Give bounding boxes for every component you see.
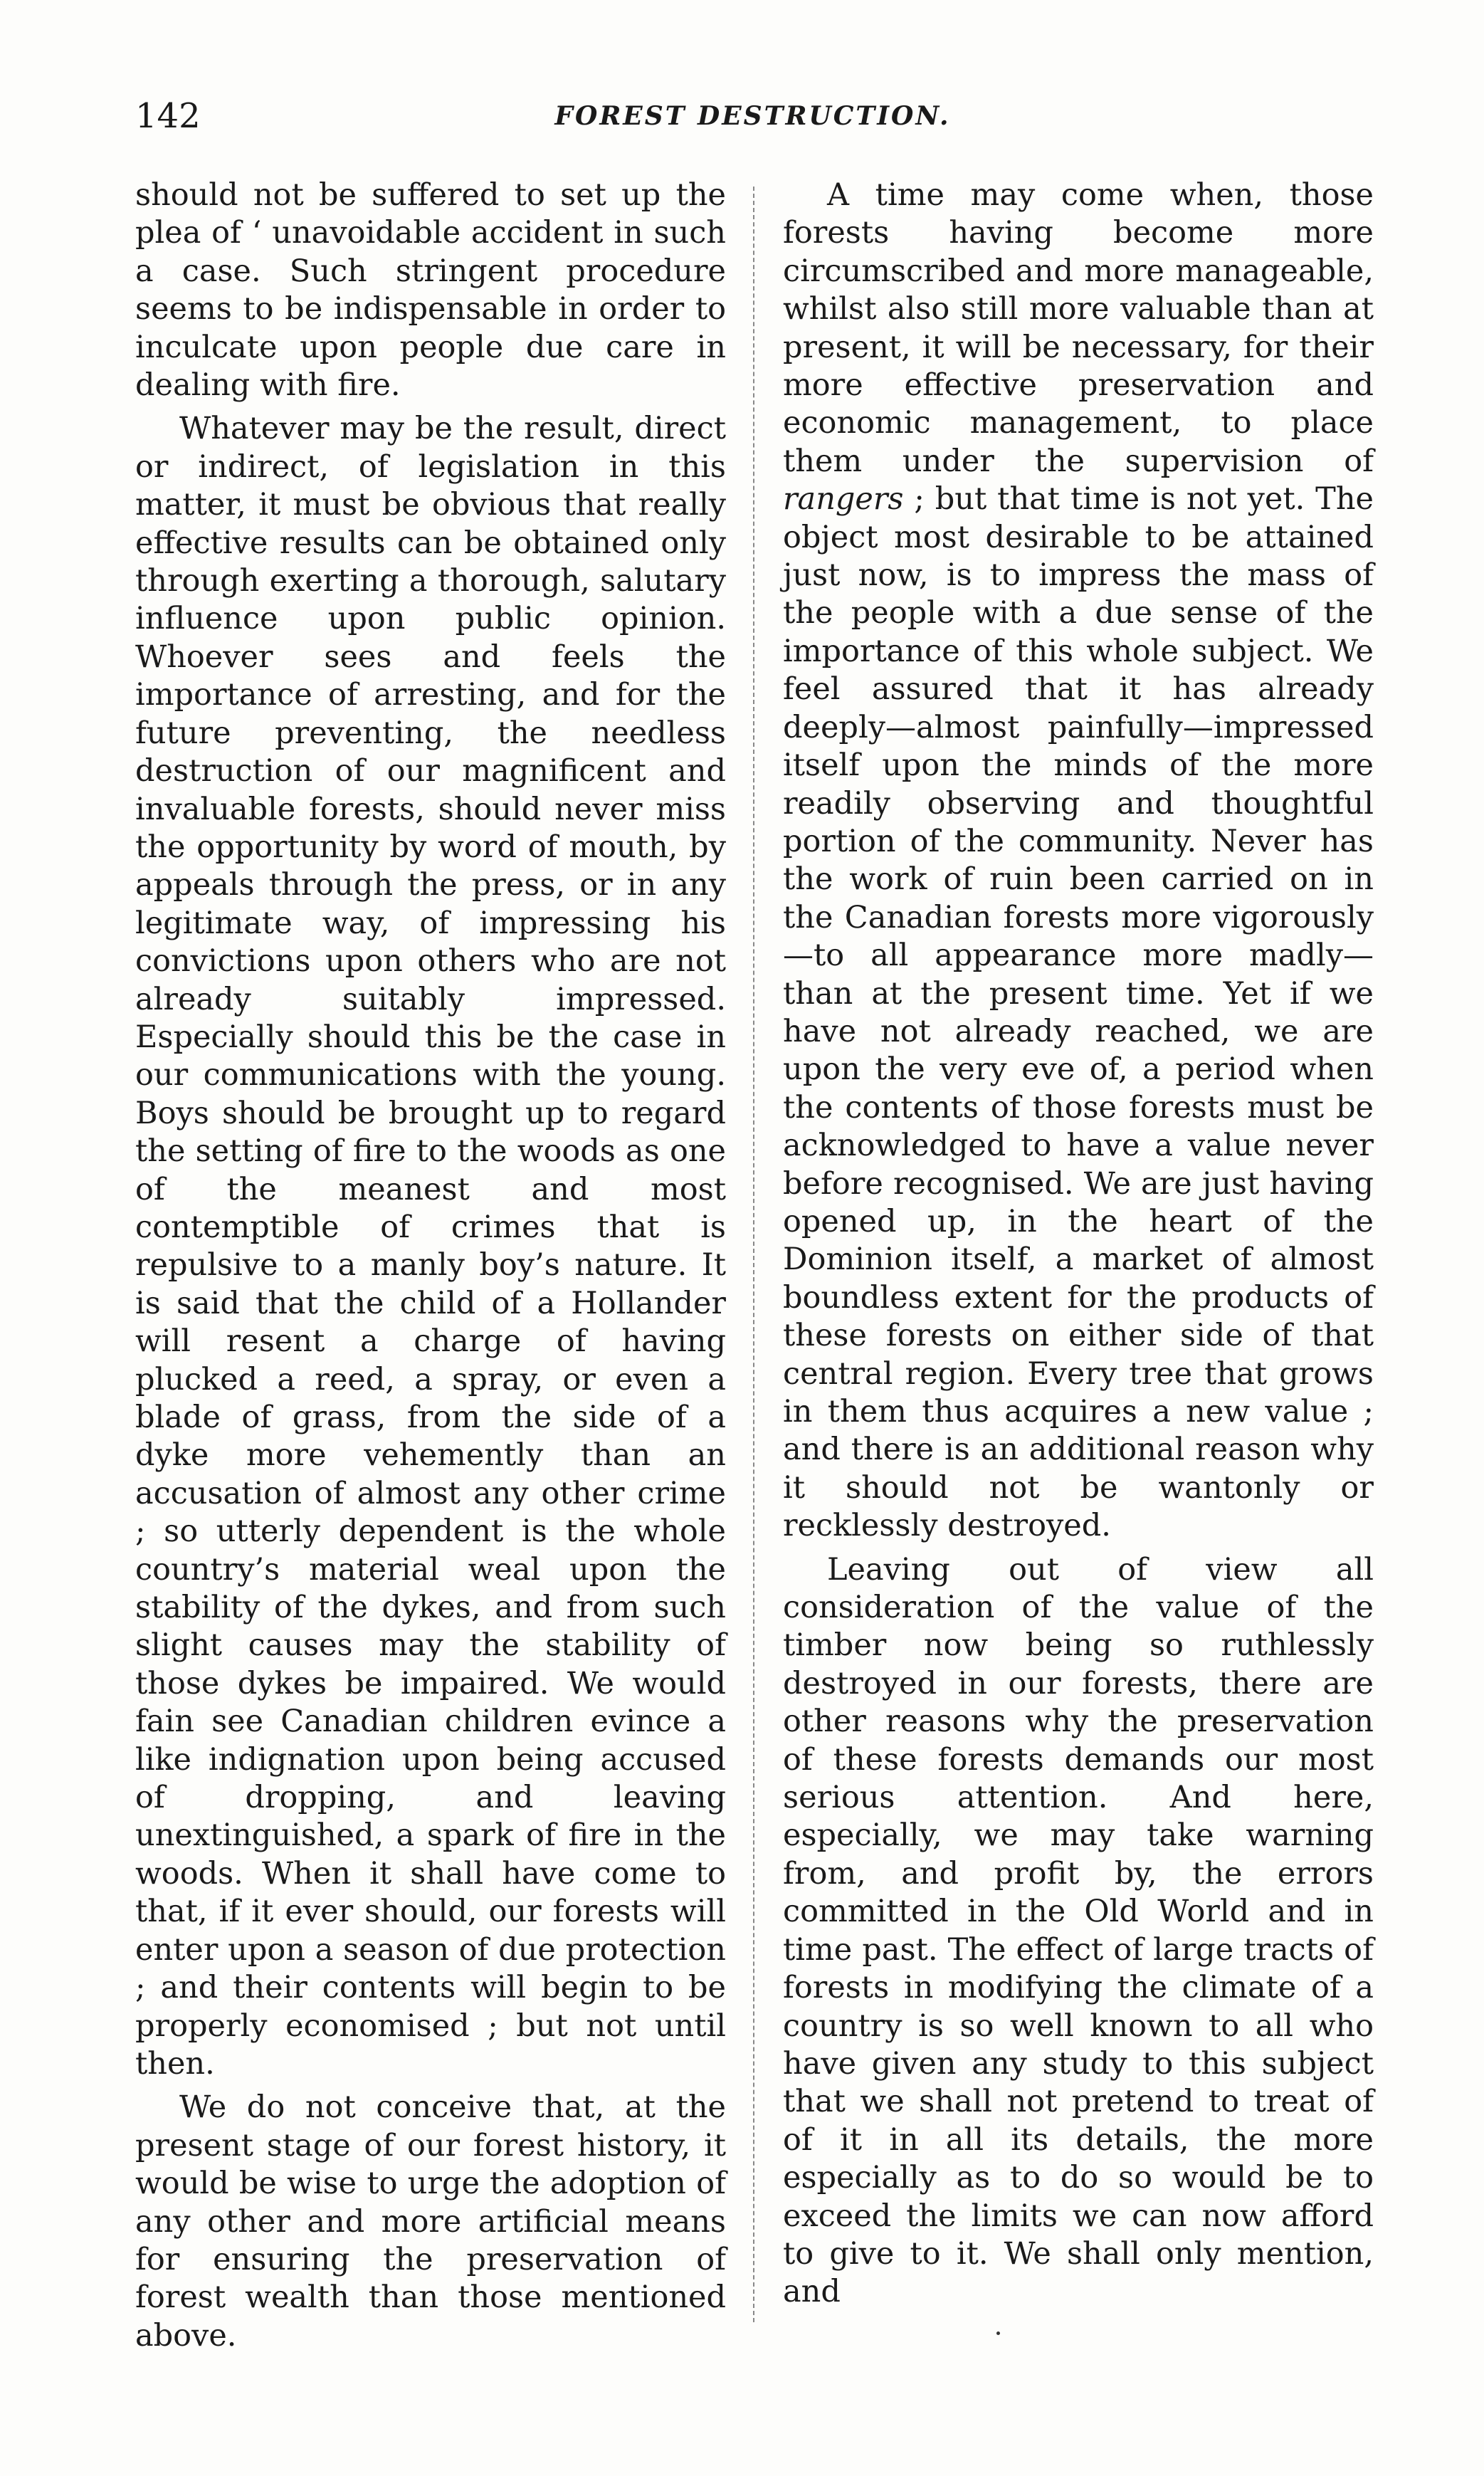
page-number: 142	[135, 96, 201, 136]
left-column	[135, 177, 726, 2354]
right-paragraph-1-start: A time may come when, those forests having become more circumscribed and more manageable, whilst also still more valuable than at present, it will be necessary, for their more effective preservation and economic management, to place them under the supervision of	[783, 177, 1374, 479]
right-paragraph-1	[783, 177, 1374, 1546]
right-paragraph-1-end: ; but that time is not yet. The object most desirable to be attained just now, is to impress the mass of the people with a due sense of the importance of this whole subject. We feel assured that it has already deeply—almost painfully—impressed itself upon the minds of the more readily observing and thoughtful portion of the community. Never has the work of ruin been carried on in the Canadian forests more vigorously —to all appearance more madly—than at the present time. Yet if we have not already reached, we are upon the very eve of, a period when the contents of those forests must be acknowledged to have a value never before recognised. We are just having opened up, in the heart of the Dominion itself, a market of almost boundless extent for the products of these forests on either side of that central region. Every tree that grows in them thus acquires a new value ; and there is an additional reason why it should not be wantonly or recklessly destroyed.	[783, 481, 1374, 1544]
right-column	[783, 177, 1374, 2312]
left-paragraph-3: We do not conceive that, at the present stage of our forest history, it would be wise to urge the adoption of any other and more artificial means for ensuring the preservation of forest wealth than those mentioned above.	[135, 2089, 726, 2354]
column-divider	[753, 187, 754, 2322]
left-paragraph-2: Whatever may be the result, direct or indirect, of legislation in this matter, it must be obvious that really effective results can be obtained only through exerting a thorough, salutary influence upon public opinion. Whoever sees and feels the importance of arresting, and for the future preventing, the needless destruction of our magnificent and invaluable forests, should never miss the opportunity by word of mouth, by appeals through the press, or in any legitimate way, of impressing his convictions upon others who are not already suitably impressed. Especially should this be the case in our communications with the young. Boys should be brought up to regard the setting of fire to the woods as one of the meanest and most contemptible of crimes that is repulsive to a manly boy’s nature. It is said that the child of a Hollander will resent a charge of having plucked a reed, a spray, or even a blade of grass, from the side of a dyke more vehemently than an accusation of almost any other crime ; so utterly dependent is the whole country’s material weal upon the stability of the dykes, and from such slight causes may the stability of those dykes be impaired. We would fain see Canadian children evince a like indignation upon being accused of dropping, and leaving unextinguished, a spark of fire in the woods. When it shall have come to that, if it ever should, our forests will enter upon a season of due protection ; and their contents will begin to be properly economised ; but not until then.	[135, 411, 726, 2082]
right-paragraph-2: Leaving out of view all consideration of the value of the timber now being so ruthlessly destroyed in our forests, there are other reasons why the preservation of these forests demands our most serious attention. And here, especially, we may take warning from, and profit by, the errors committed in the Old World and in time past. The effect of large tracts of forests in modifying the climate of a country is so well known to all who have given any study to this subject that we shall not pretend to treat of of it in all its details, the more especially as to do so would be to exceed the limits we can now afford to give to it. We shall only mention, and	[783, 1551, 1374, 2310]
left-paragraph-1: should not be suffered to set up the plea of ‘ unavoidable accident in such a case. Such stringent procedure seems to be indispensable in order to inculcate upon people due care in dealing with fire.	[135, 177, 726, 404]
page-header	[135, 96, 1370, 146]
printer-dot-mark	[996, 2331, 1000, 2335]
running-title: FOREST DESTRUCTION.	[554, 101, 951, 131]
italic-word-rangers: rangers	[783, 481, 904, 518]
